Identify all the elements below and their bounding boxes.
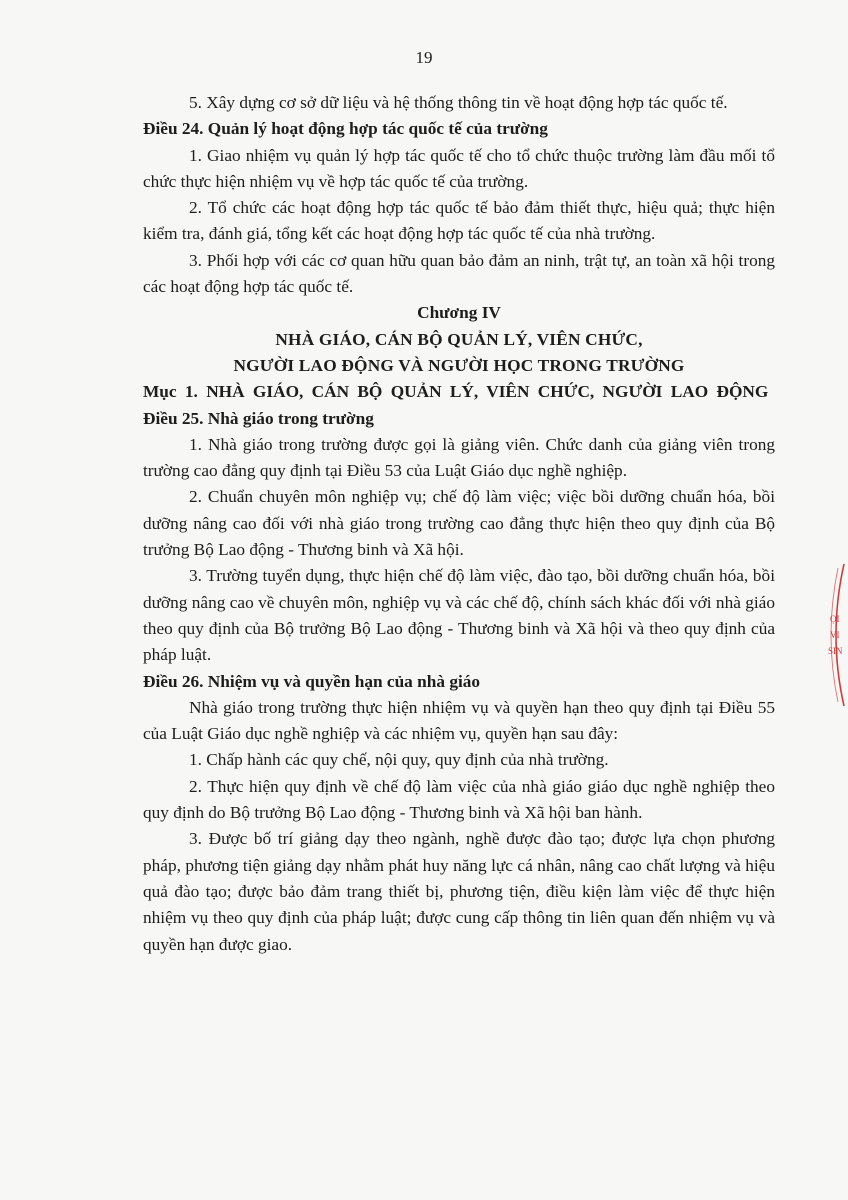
section-heading: Mục 1. NHÀ GIÁO, CÁN BỘ QUẢN LÝ, VIÊN CHỨC, NGƯỜI LAO ĐỘNG [143,382,769,402]
chapter-subtitle: NGƯỜI LAO ĐỘNG VÀ NGƯỜI HỌC TRONG TRƯỜNG [233,355,685,375]
article-heading: Điều 26. Nhiệm vụ và quyền hạn của nhà giáo [143,671,481,691]
document-body [143,90,775,958]
article-heading: Điều 24. Quản lý hoạt động hợp tác quốc tế của trường [143,119,548,139]
seal-text: VI [830,630,840,640]
seal-text: ỌI [830,614,840,624]
paragraph: 1. Nhà giáo trong trường được gọi là giảng viên. Chức danh của giảng viên trong trường cao đẳng quy định tại Điều 53 của Luật Giáo dục nghề nghiệp. [143,434,775,481]
paragraph: Nhà giáo trong trường thực hiện nhiệm vụ và quyền hạn theo quy định tại Điều 55 của Luật Giáo dục nghề nghiệp và các nhiệm vụ, quyền hạn sau đây: [143,697,775,744]
paragraph: 5. Xây dựng cơ sở dữ liệu và hệ thống thông tin về hoạt động hợp tác quốc tế. [189,93,728,112]
red-seal-fragment-icon [822,560,848,710]
paragraph: 3. Trường tuyển dụng, thực hiện chế độ làm việc, đào tạo, bồi dưỡng chuẩn hóa, bồi dưỡng nâng cao về chuyên môn, nghiệp vụ và các chế độ, chính sách khác đối với nhà giáo theo quy định của Bộ trưởng Bộ Lao động - Thương binh và Xã hội và theo quy định của pháp luật. [143,566,775,665]
chapter-title: Chương IV [417,303,501,323]
paragraph: 2. Chuẩn chuyên môn nghiệp vụ; chế độ làm việc; việc bồi dưỡng chuẩn hóa, bồi dưỡng nâng cao đối với nhà giáo trong trường cao đẳng thực hiện theo quy định của Bộ trưởng Bộ Lao động - Thương binh và Xã hội. [143,487,775,560]
article-heading: Điều 25. Nhà giáo trong trường [143,408,374,428]
seal-text: SIN [828,646,843,656]
chapter-subtitle: NHÀ GIÁO, CÁN BỘ QUẢN LÝ, VIÊN CHỨC, [275,329,643,349]
paragraph: 1. Giao nhiệm vụ quản lý hợp tác quốc tế cho tổ chức thuộc trường làm đầu mối tổ chức thực hiện nhiệm vụ về hợp tác quốc tế của trường. [143,145,775,191]
page-number: 19 [415,48,433,67]
paragraph: 3. Phối hợp với các cơ quan hữu quan bảo đảm an ninh, trật tự, an toàn xã hội trong các hoạt động hợp tác quốc tế. [143,250,775,297]
paragraph: 3. Được bố trí giảng dạy theo ngành, nghề được đào tạo; được lựa chọn phương pháp, phương tiện giảng dạy nhằm phát huy năng lực cá nhân, nâng cao chất lượng và hiệu quả đào tạo; được bảo đảm trang thiết bị, phương tiện, điều kiện làm việc để thực hiện nhiệm vụ theo quy định của pháp luật; được cung cấp thông tin liên quan đến nhiệm vụ và quyền hạn được giao. [143,829,775,954]
paragraph: 2. Thực hiện quy định về chế độ làm việc của nhà giáo giáo dục nghề nghiệp theo quy định do Bộ trưởng Bộ Lao động - Thương binh và Xã hội ban hành. [143,776,775,823]
paragraph: 1. Chấp hành các quy chế, nội quy, quy định của nhà trường. [189,750,609,770]
paragraph: 2. Tổ chức các hoạt động hợp tác quốc tế bảo đảm thiết thực, hiệu quả; thực hiện kiểm tra, đánh giá, tổng kết các hoạt động hợp tác quốc tế của nhà trường. [143,198,775,244]
